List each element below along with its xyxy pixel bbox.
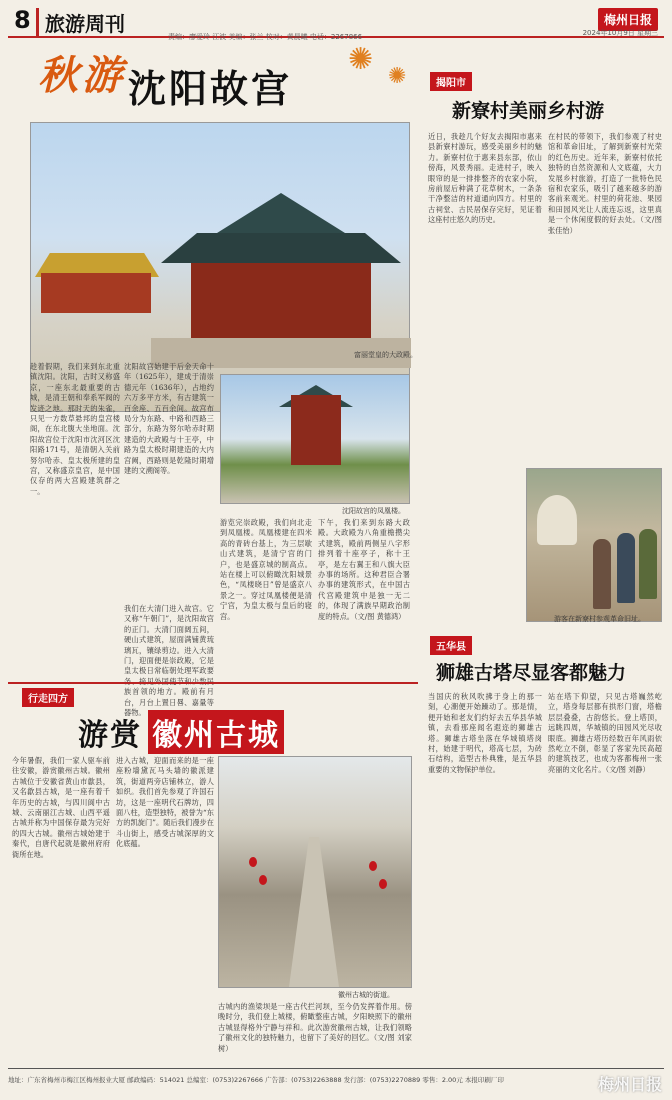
- title-highlight: 徽州古城: [148, 710, 284, 754]
- maple-leaf-icon: ✺: [388, 64, 407, 89]
- shixiong-article: [426, 632, 664, 1062]
- article-column: 在村民的带领下，我们参观了村史馆和革命旧址，了解到新寮村光荣的红色历史。近年来，新寮村依托独特的自然资源和人文底蕴，大力发展乡村旅游，打造了一批特色民宿和农家乐，吸引了越来越多的游客前来观光。村里的荷花池、果园和田园风光让人流连忘返，这里真是一个休闲度假的好去处。（文/图 张佳怡）: [548, 132, 662, 235]
- region-tag: 五华县: [430, 636, 472, 655]
- maple-leaf-icon: ✺: [348, 42, 374, 77]
- region-tag: 揭阳市: [430, 72, 472, 91]
- xinliao-article: [426, 66, 664, 626]
- tower-photo: [220, 374, 410, 504]
- article-column: 趁着假期，我们来到东北重镇沈阳。沈阳，古时又称盛京，一座东北最重要的古城，是清王朝和奉系军阀的发迹之地。那时天的朱雀，只见一方数草悬邦的皇宫楼阁，在东北腹大坐地面。沈阳故宫位于沈阳市沈河区沈阳路171号，是清朝入关前努尔哈赤、皇太极所建的皇宫，又称盛京皇宫，是中国仅存的两大宫殿建筑群之一。: [30, 362, 120, 496]
- page-footer: 地址：广东省梅州市梅江区梅州报业大厦 邮政编码：514021 总编室：(0753)2267666 广告部：(0753)2263888 发行部：(0753)2270889 零售：2.00元 本报印刷厂印: [8, 1068, 664, 1094]
- watermark-logo: 梅州日报: [597, 1075, 662, 1094]
- article-column: 我们在大清门进入故宫。它又称“午朝门”，是沈阳故宫的正门。大清门面阔五间，硬山式建筑，屋面满铺黄琉璃瓦，镶绿剪边。进入大清门，迎面便是崇政殿，它是皇太极日常临朝处理军政要务、接见外国使节和少数民族首领的地方。殿前有月台，月台上置日晷、嘉量等器物。: [124, 604, 214, 718]
- article-column: 近日，我趁几个好友去揭阳市惠来县新寮村游玩，感受美丽乡村的魅力。新寮村位于惠来县东部，依山傍海，风景秀丽。走进村子，映入眼帘的是一排排整齐的农家小院，房前屋后种满了花草树木，一条条干净整洁的村道通向四方。村里的古祠堂、古民居保存完好，见证着这座村庄悠久的历史。: [428, 132, 542, 225]
- section-title: 旅游周刊: [36, 8, 125, 37]
- article-title: 沈阳故宫: [128, 66, 293, 111]
- article-column: 下午，我们来到东路大政殿。大政殿为八角重檐攒尖式建筑，殿前两侧呈八字形排列着十座亭子，称十王亭，是左右翼王和八旗大臣办事的场所。这种君臣合署办事的建筑形式，在中国古代宫殿建筑中是独一无二的，体现了满族早期政治制度的特点。（文/图 黄德鸿）: [318, 518, 410, 621]
- memorial-photo: [526, 468, 662, 622]
- newspaper-logo: 梅州日报: [598, 8, 658, 31]
- page-number: 8: [14, 6, 31, 34]
- page-header: [8, 6, 664, 41]
- photo-caption: 徽州古城的街道。: [338, 991, 394, 999]
- old-town-photo: [218, 756, 412, 988]
- article-column: [428, 468, 522, 622]
- article-column: 站在塔下仰望，只见古塔巍然屹立，塔身每层都有拱形门窗，塔檐层层叠叠，古韵悠长。登上塔顶，远眺四周，华城镇的田园风光尽收眼底。狮雄古塔历经数百年风雨依然屹立不倒，彰显了客家先民高超的建筑技艺，也成为客都梅州一张亮丽的文化名片。（文/图 刘静）: [548, 692, 662, 774]
- article-title: 新寮村美丽乡村游: [452, 100, 605, 122]
- editor-credits: 责编：廖爱玲 江波 美编：张兰 校对：黄晨曦 电话：2267866: [168, 33, 363, 41]
- article-column: 古城内的渔梁坝是一座古代拦河坝，至今仍发挥着作用。傍晚时分，我们登上城楼，俯瞰整座古城，夕阳映照下的徽州古城显得格外宁静与祥和。此次游赏徽州古城，让我们领略了徽州文化的独特魅力，也留下了美好的回忆。（文/图 刘家树）: [218, 1002, 412, 1053]
- issue-date: 2024年10月9日 星期三: [582, 29, 658, 37]
- article-column: 沈阳故宫始建于后金天命十年（1625年），建成于清崇德元年（1636年），占地约六万多平方米，有古建筑一百余座、五百余间。故宫布局分为东路、中路和西路三部分，东路为努尔哈赤时期建造的大政殿与十王亭，中路为皇太极时期建造的大内宫阙，西路则是乾隆时期增建的文溯阁等。: [124, 362, 214, 476]
- article-title: 狮雄古塔尽显客都魅力: [436, 662, 627, 684]
- article-title: [78, 710, 284, 754]
- photo-caption: 沈阳故宫的凤凰楼。: [342, 507, 405, 515]
- title-prefix: 游赏: [78, 718, 142, 753]
- article-column: [220, 362, 410, 374]
- photo-caption: 富丽堂皇的大政殿。: [354, 351, 417, 359]
- section-tag: 行走四方: [22, 688, 74, 707]
- article-column: 当国庆的秋风吹拂于身上的那一刻，心潮便开始躁动了。那是情，便开始和老友们约好去五华县华城镇，去看那座闻名遐迩的狮雄古塔。狮雄古塔坐落在华城镇塔岗村，始建于明代，塔高七层，为砖石结构，造型古朴典雅，是五华县重要的文物保护单位。: [428, 692, 542, 774]
- kicker-text: 秋游: [38, 52, 126, 99]
- article-column: 进入古城，迎面而来的是一座座粉墙黛瓦马头墙的徽派建筑，街道两旁店铺林立，游人如织。我们首先参观了许国石坊，这是一座明代石牌坊，四面八柱，造型独特，被誉为“东方的凯旋门”。随后我们漫步在斗山街上，感受古城深厚的文化底蕴。: [116, 756, 214, 849]
- photo-caption: 游客在新寮村参观革命旧址。: [554, 615, 645, 623]
- huizhou-article: [8, 682, 418, 1062]
- article-column: 游览完崇政殿，我们向北走到凤凰楼。凤凰楼建在四米高的青砖台基上，为三层歇山式建筑，是清宁宫的门户，也是盛京城的制高点。站在楼上可以俯瞰沈阳城景色，“凤楼晓日”曾是盛京八景之一。穿过凤凰楼便是清宁宫，为皇太极与皇后的寝宫。: [220, 518, 312, 621]
- article-column: 今年暑假，我们一家人驱车前往安徽，游赏徽州古城。徽州古城位于安徽省黄山市歙县，又名歙县古城，是一座有着千年历史的古城，与四川阆中古城、云南丽江古城、山西平遥古城并称为中国保存最为完好的四大古城。徽州古城始建于秦代，自唐代起就是徽州府府衙所在地。: [12, 756, 110, 859]
